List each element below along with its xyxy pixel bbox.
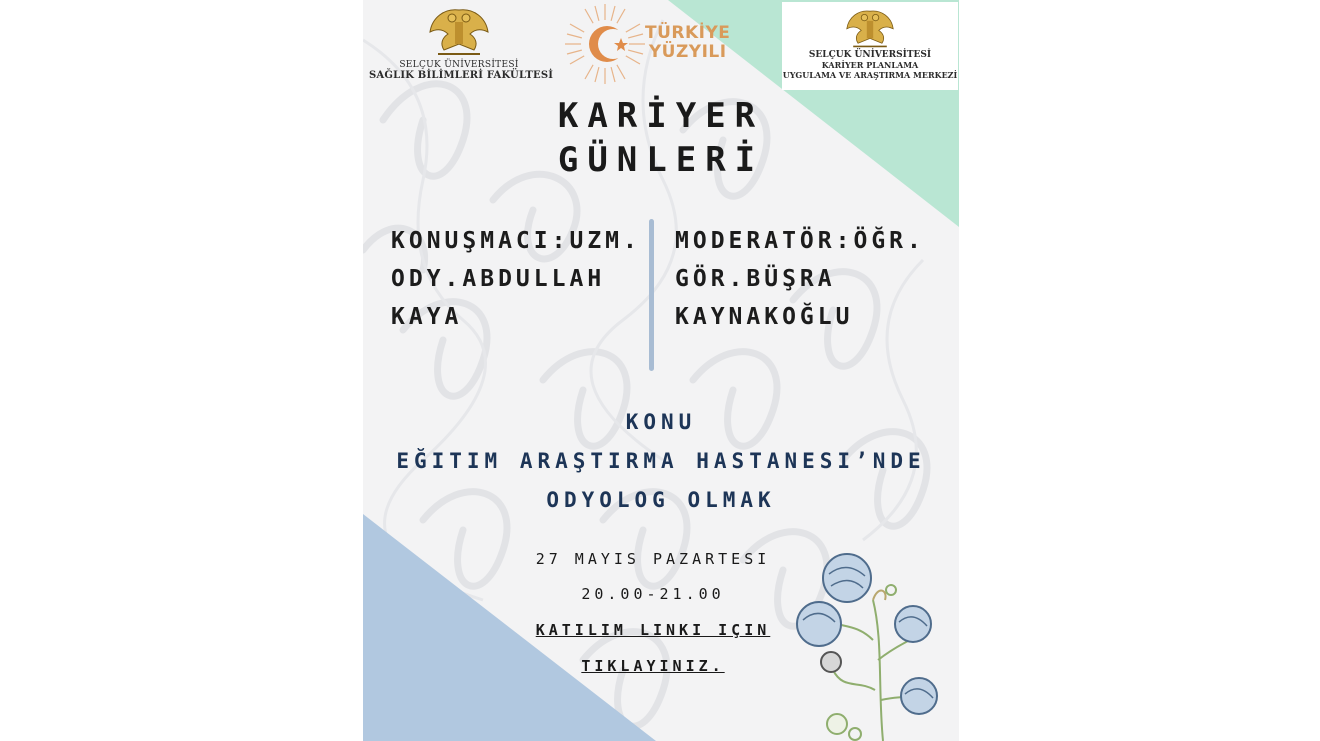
topic-line2: ODYOLOG OLMAK — [546, 488, 776, 512]
moderator-info — [675, 222, 925, 336]
title-line2: GÜNLERİ — [557, 140, 765, 180]
speaker-line1: KONUŞMACI:UZM. — [391, 228, 641, 254]
topic-label: KONU — [625, 410, 697, 434]
faculty-logo — [369, 4, 554, 81]
logo-left-line1: SELÇUK ÜNİVERSİTESİ — [399, 60, 519, 70]
turkiye-yuzyili-logo — [563, 0, 743, 88]
logo-left-line2: SAĞLIK BİLİMLERİ FAKÜLTESİ — [369, 70, 554, 81]
vertical-divider — [649, 219, 654, 371]
eagle-emblem-icon — [424, 4, 494, 58]
logo-right-line2: KARİYER PLANLAMA — [821, 60, 919, 70]
career-center-logo — [782, 2, 958, 90]
event-time: 20.00-21.00 — [581, 585, 725, 603]
logo-center-line2: YÜZYILI — [648, 42, 727, 62]
join-link-line2[interactable]: TIKLAYINIZ. — [581, 657, 725, 675]
moderator-line2: GÖR.BÜŞRA — [675, 266, 836, 292]
title-line1: KARİYER — [557, 96, 765, 136]
speaker-line2: ODY.ABDULLAH — [391, 266, 606, 292]
event-date: 27 MAYIS PAZARTESI — [535, 550, 771, 568]
moderator-line1: MODERATÖR:ÖĞR. — [675, 228, 925, 254]
flower-illustration — [797, 554, 937, 741]
speaker-info — [391, 222, 641, 336]
moderator-line3: KAYNAKOĞLU — [675, 304, 854, 330]
topic-line1: EĞITIM ARAŞTIRMA HASTANESI’NDE — [396, 449, 926, 473]
poster — [363, 0, 959, 741]
crescent-sunburst-icon — [563, 2, 647, 86]
join-link-line1[interactable]: KATILIM LINKI IÇIN — [535, 621, 771, 639]
logo-right-line1: SELÇUK ÜNİVERSİTESİ — [808, 50, 932, 60]
eagle-emblem-icon — [842, 6, 898, 50]
speaker-line3: KAYA — [391, 304, 463, 330]
logo-center-line1: TÜRKİYE — [645, 23, 731, 43]
logo-right-line3: UYGULAMA VE ARAŞTIRMA MERKEZİ — [782, 70, 958, 80]
